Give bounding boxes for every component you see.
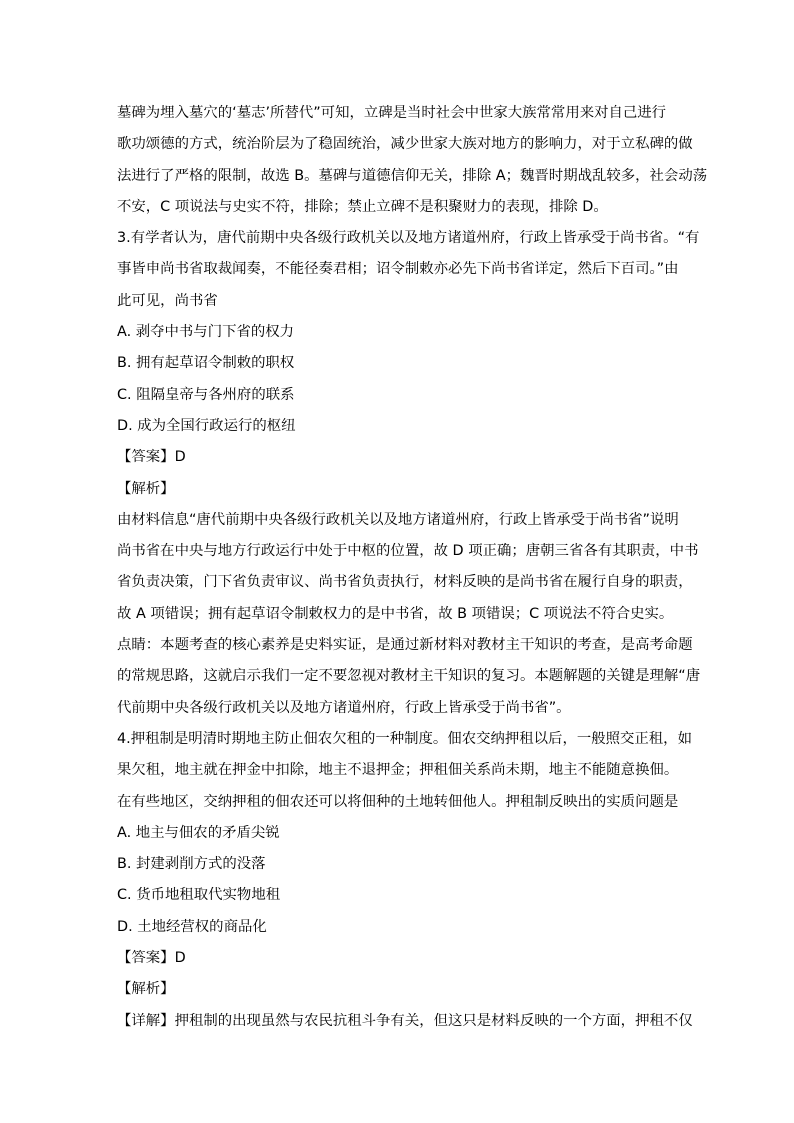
question-4-option-d: D. 土地经营权的商品化 [117,918,267,935]
question-3-stem: 事皆申尚书省取裁闻奏，不能径奏君相；诏令制敕亦必先下尚书省详定，然后下百司。”由 [117,261,679,278]
question-3-option-b: B. 拥有起草诏令制敕的职权 [117,355,295,372]
question-3-tip-line: 代前期中央各级行政机关以及地方诸道州府，行政上皆承受于尚书省”。 [117,699,571,716]
paragraph-line: 墓碑为埋入墓穴的‘墓志’所替代”可知，立碑是当时社会中世家大族常常用来对自己进行 [117,105,667,121]
question-3-answer: 【答案】D [117,449,186,466]
question-4-stem: 4.押租制是明清时期地主防止佃农欠租的一种制度。佃农交纳押租以后，一般照交正租，如 [117,730,692,747]
question-3-analysis-line: 故 A 项错误；拥有起草诏令制敕权力的是中书省，故 B 项错误；C 项说法不符合史实。 [117,605,674,622]
question-4-stem: 果欠租，地主就在押金中扣除，地主不退押金；押租佃关系尚未期，地主不能随意换佃。 [117,762,679,779]
paragraph-line: 不安，C 项说法与史实不符，排除；禁止立碑不是积聚财力的表现，排除 D。 [117,198,608,215]
question-4-stem: 在有些地区，交纳押租的佃农还可以将佃种的土地转佃他人。押租制反映出的实质问题是 [117,793,679,810]
question-3-analysis-line: 省负责决策，门下省负责审议、尚书省负责执行，材料反映的是尚书省在履行自身的职责， [117,574,693,591]
question-3-option-a: A. 剥夺中书与门下省的权力 [117,324,295,341]
paragraph-line: 歌功颂德的方式，统治阶层为了稳固统治，减少世家大族对地方的影响力，对于立私碑的做 [117,136,693,153]
question-3-tip-line: 的常规思路，这就启示我们一定不要忽视对教材主干知识的复习。本题解题的关键是理解“唐 [117,668,701,685]
document-page [117,98,708,1037]
question-4-answer: 【答案】D [117,950,186,967]
question-3-stem: 此可见，尚书省 [117,292,218,309]
question-4-analysis-line: 【详解】押租制的出现虽然与农民抗租斗争有关，但这只是材料反映的一个方面，押租不仅 [117,1012,693,1029]
question-3-analysis-heading: 【解析】 [117,480,175,497]
question-3-tip-line: 点睛：本题考查的核心素养是史料实证，是通过新材料对教材主干知识的考查，是高考命题 [117,637,693,654]
paragraph-line: 法进行了严格的限制，故选 B。墓碑与道德信仰无关，排除 A；魏晋时期战乱较多，社会动荡 [117,167,708,184]
question-4-option-a: A. 地主与佃农的矛盾尖锐 [117,824,280,841]
question-3-analysis-line: 尚书省在中央与地方行政运行中处于中枢的位置，故 D 项正确；唐朝三省各有其职责，中书 [117,543,699,560]
question-3-option-d: D. 成为全国行政运行的枢纽 [117,417,296,434]
question-4-option-c: C. 货币地租取代实物地租 [117,887,281,904]
question-3-stem: 3.有学者认为，唐代前期中央各级行政机关以及地方诸道州府，行政上皆承受于尚书省。“有 [117,230,700,247]
question-4-analysis-heading: 【解析】 [117,981,175,998]
question-3-analysis-line: 由材料信息“唐代前期中央各级行政机关以及地方诸道州府，行政上皆承受于尚书省”说明 [117,511,679,528]
question-3-option-c: C. 阻隔皇帝与各州府的联系 [117,386,295,403]
question-4-option-b: B. 封建剥削方式的没落 [117,856,266,873]
